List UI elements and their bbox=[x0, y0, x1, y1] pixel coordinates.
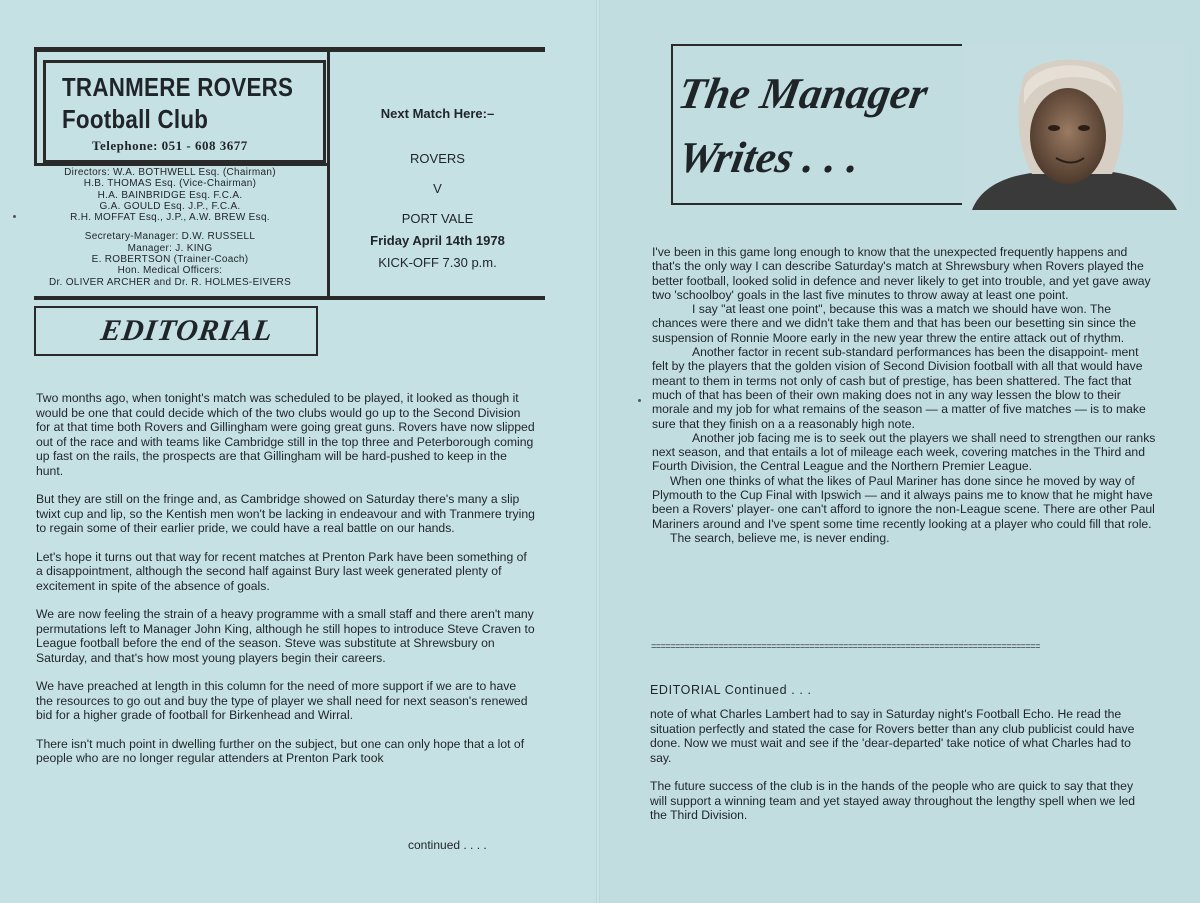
staff-line: Hon. Medical Officers: bbox=[117, 265, 223, 277]
club-box-underline bbox=[34, 163, 329, 166]
manager-paragraph: I say "at least one point", because this was a match we should have won. The chances were there and we didn't take them and that has been our besetting sin since the suspension of Ronnie Moore early in the new year threw the entire attack out of rhythm. bbox=[652, 302, 1137, 345]
editorial-continued-paragraph: note of what Charles Lambert had to say in Saturday night's Football Echo. He read the situation perfectly and stated the case for Rovers better than any club publicist could have done. Now we must wait and see if the 'dear-departed' take notice of what Charles had to say. bbox=[650, 707, 1135, 765]
editorial-body bbox=[36, 391, 536, 780]
staff-line: Secretary-Manager: D.W. RUSSELL bbox=[84, 231, 256, 243]
header-top-rule bbox=[34, 47, 545, 52]
paper-speck bbox=[13, 215, 16, 218]
manager-paragraph: Another job facing me is to seek out the players we shall need to strengthen our ranks next season, and that entails a lot of mileage each week, covering matches in the Third and Fourth Division, the Central League and the Northern Premier League. bbox=[652, 430, 1156, 474]
manager-paragraph: The search, believe me, is never ending. bbox=[670, 530, 890, 545]
staff-line: Manager: J. KING bbox=[127, 242, 213, 254]
match-date: Friday April 14th 1978 bbox=[370, 233, 505, 248]
manager-article bbox=[652, 245, 1157, 545]
page-fold bbox=[596, 0, 600, 903]
paper-speck bbox=[638, 399, 641, 402]
director-line: H.B. THOMAS Esq. (Vice-Chairman) bbox=[83, 178, 257, 190]
manager-photo bbox=[962, 44, 1185, 210]
kickoff-time: KICK-OFF 7.30 p.m. bbox=[378, 255, 497, 270]
manager-paragraph: When one thinks of what the likes of Paul Mariner has done since he moved by way of Plymouth to the Cup Final with Ipswich — and it always pains me to know that he might have been a Rovers' player- one can't afford to ignore the non-League scene. There are other Paul Mariners around and I've spent some time recently looking at a player who could fill that role. bbox=[652, 473, 1155, 531]
manager-title-line1: The Manager bbox=[674, 69, 932, 118]
director-line: Directors: W.A. BOTHWELL Esq. (Chairman) bbox=[64, 167, 276, 178]
manager-paragraph: I've been in this game long enough to know that the unexpected frequently happens and that's the only way I can describe Saturday's match at Shrewsbury when Rovers played the better football, looked solid in defence and never likely to get into trouble, and yet gave away two 'schoolboy' goals in the last five minutes to throw away at least one point. bbox=[652, 245, 1151, 302]
staff-line: E. ROBERTSON (Trainer-Coach) bbox=[91, 254, 249, 266]
staff-line: Dr. OLIVER ARCHER and Dr. R. HOLMES-EIVERS bbox=[48, 276, 292, 288]
director-line: H.A. BAINBRIDGE Esq. F.C.A. bbox=[97, 189, 243, 201]
manager-paragraph: Another factor in recent sub-standard performances has been the disappoint- ment felt by the players that the golden vision of Second Division football with all that would have meant to them in terms not only of cash but of prestige, has been shattered. The fact that much of that has been of their own making does not in any way lessen the blow to their morale and my job for what remains of the season — a matter of five matches — is to make sure that they finish on a a reasonably high note. bbox=[652, 345, 1146, 431]
director-line: G.A. GOULD Esq. J.P., F.C.A. bbox=[99, 200, 241, 212]
editorial-paragraph: We are now feeling the strain of a heavy programme with a small staff and there aren't many permutations left to Manager John King, although he still hopes to introduce Steve Craven to League football before the end of the season. Steve was substitute at Shrewsbury on Saturday, and that's how most young players begin their careers. bbox=[36, 607, 535, 665]
club-telephone: Telephone: 051 - 608 3677 bbox=[92, 138, 248, 153]
header-left-rule bbox=[34, 50, 37, 166]
editorial-paragraph: Let's hope it turns out that way for recent matches at Prenton Park have been something of a disappointment, although the second half against Bury last week generated plenty of excitement in spite of the absence of goals. bbox=[36, 549, 527, 593]
home-team: ROVERS bbox=[410, 151, 465, 166]
club-name-line1: TRANMERE ROVERS bbox=[62, 72, 294, 102]
continued-note: continued . . . . bbox=[408, 838, 487, 852]
editorial-paragraph: There isn't much point in dwelling further on the subject, but one can only hope that a lot of people who are no longer regular attenders at Prenton Park took bbox=[36, 736, 525, 765]
director-line: R.H. MOFFAT Esq., J.P., A.W. BREW Esq. bbox=[70, 212, 270, 224]
manager-portrait-icon bbox=[962, 44, 1185, 210]
separator-rule: ================================================================================= bbox=[651, 642, 1040, 652]
editorial-paragraph: We have preached at length in this column for the need of more support if we are to have the resources to go out and buy the type of player we shall need for next season's renewed bid for a higher grade of football for Birkenhead and Wirral. bbox=[36, 679, 528, 722]
editorial-continued-heading: EDITORIAL Continued . . . bbox=[650, 683, 812, 697]
club-name-line2: Football Club bbox=[62, 104, 209, 134]
club-officials bbox=[20, 167, 320, 288]
editorial-paragraph: But they are still on the fringe and, as Cambridge showed on Saturday there's many a slip twixt cup and lip, so the Kentish men won't be lacking in endeavour and with Tranmere trying to regain some of their earlier pride, we could have a real battle on our hands. bbox=[36, 492, 535, 535]
header-bottom-rule bbox=[34, 296, 545, 300]
versus: V bbox=[433, 181, 442, 196]
editorial-continued-body bbox=[650, 707, 1150, 837]
manager-title-line2: Writes . . . bbox=[674, 133, 864, 182]
editorial-title: EDITORIAL bbox=[98, 314, 276, 347]
editorial-paragraph: Two months ago, when tonight's match was scheduled to be played, it looked as though it would be one that could decide which of the two clubs would go up to the Second Division for at that time both Rovers and Gillingham were going great guns. Rovers have now slipped out of the race and with teams like Cambridge still in the top three and Peterborough coming up fast on the rails, the prospects are that Gillingham will be hard-pushed to keep in the hunt. bbox=[36, 391, 535, 478]
editorial-continued-paragraph: The future success of the club is in the hands of the people who are quick to say that they will support a winning team and yet stayed away throughout the lengthy spell when we led the Third Division. bbox=[650, 779, 1136, 822]
away-team: PORT VALE bbox=[401, 211, 474, 226]
next-match-heading: Next Match Here:– bbox=[380, 106, 495, 121]
